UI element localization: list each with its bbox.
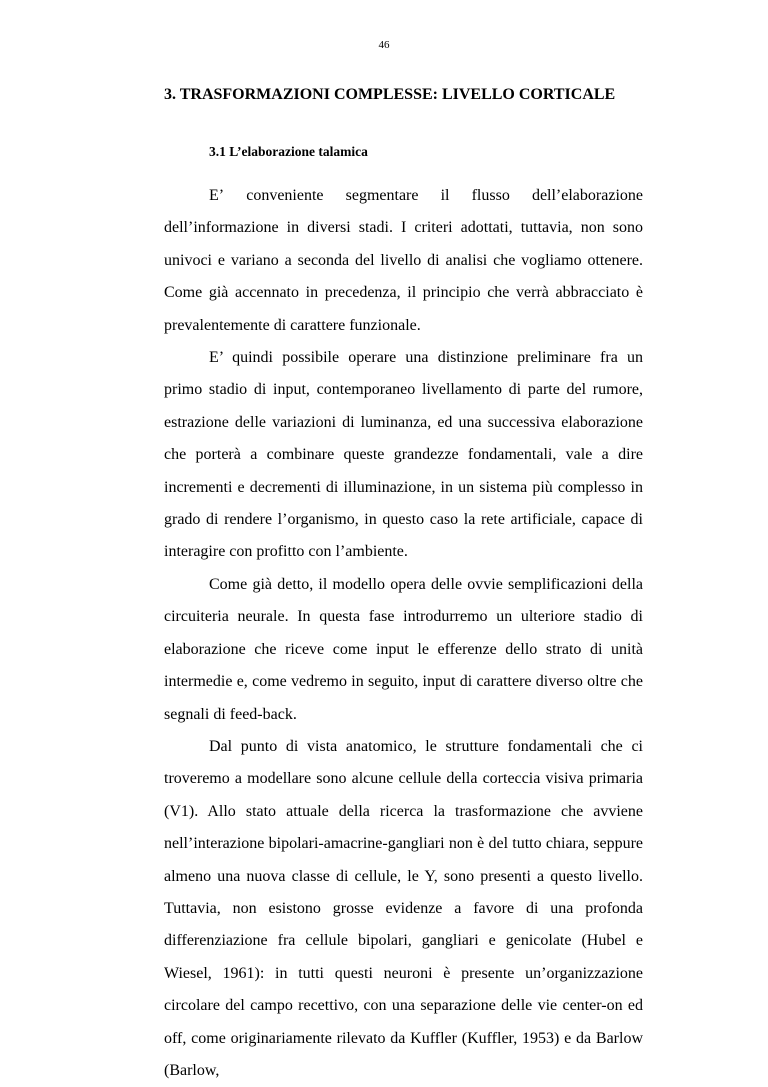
- paragraph-1-first-line: [164, 180, 643, 212]
- section-title: 3.1 L’elaborazione talamica: [209, 144, 368, 159]
- word: il: [440, 187, 450, 204]
- body-text: [164, 180, 643, 1087]
- page-number: 46: [378, 39, 390, 51]
- chapter-title: 3. TRASFORMAZIONI COMPLESSE: LIVELLO CORTICALE: [164, 86, 616, 103]
- word: E’: [209, 187, 225, 204]
- paragraph-2: E’ quindi possibile operare una distinzione preliminare fra un primo stadio di input, contemporaneo livellamento di parte del rumore, estrazione delle variazioni di luminanza, ed una successiva elaborazione che porterà a combinare queste grandezze fondamentali, vale a dire incrementi e decrementi di illuminazione, in un sistema più complesso in grado di rendere l’organismo, in questo caso la rete artificiale, capace di interagire con profitto con l’ambiente.: [164, 349, 643, 561]
- word: conveniente: [246, 187, 324, 204]
- word: dell’elaborazione: [531, 187, 643, 204]
- paragraph-4: Dal punto di vista anatomico, le strutture fondamentali che ci troveremo a modellare sono alcune cellule della corteccia visiva primaria (V1). Allo stato attuale della ricerca la trasformazione che avviene nell’interazione bipolari-amacrine-gangliari non è del tutto chiara, seppure almeno una nuova classe di cellule, le Y, sono presenti a questo livello. Tuttavia, non esistono grosse evidenze a favore di una profonda differenziazione fra cellule bipolari, gangliari e genicolate (Hubel e Wiesel, 1961): in tutti questi neuroni è presente un’organizzazione circolare del campo recettivo, con una separazione delle vie center-on ed off, come originariamente rilevato da Kuffler (Kuffler, 1953) e da Barlow (Barlow,: [164, 737, 643, 1079]
- word: segmentare: [345, 187, 419, 204]
- paragraph-1-rest: dell’informazione in diversi stadi. I criteri adottati, tuttavia, non sono univoci e variano a seconda del livello di analisi che vogliamo ottenere. Come già accennato in precedenza, il principio che verrà abbracciato è prevalentemente di carattere funzionale.: [164, 219, 643, 334]
- word: flusso: [471, 187, 510, 204]
- paragraph-1: [164, 180, 643, 212]
- paragraph-3: Come già detto, il modello opera delle ovvie semplificazioni della circuiteria neurale. In questa fase introdurremo un ulteriore stadio di elaborazione che riceve come input le efferenze dello strato di unità intermedie e, come vedremo in seguito, input di carattere diverso oltre che segnali di feed-back.: [164, 575, 643, 723]
